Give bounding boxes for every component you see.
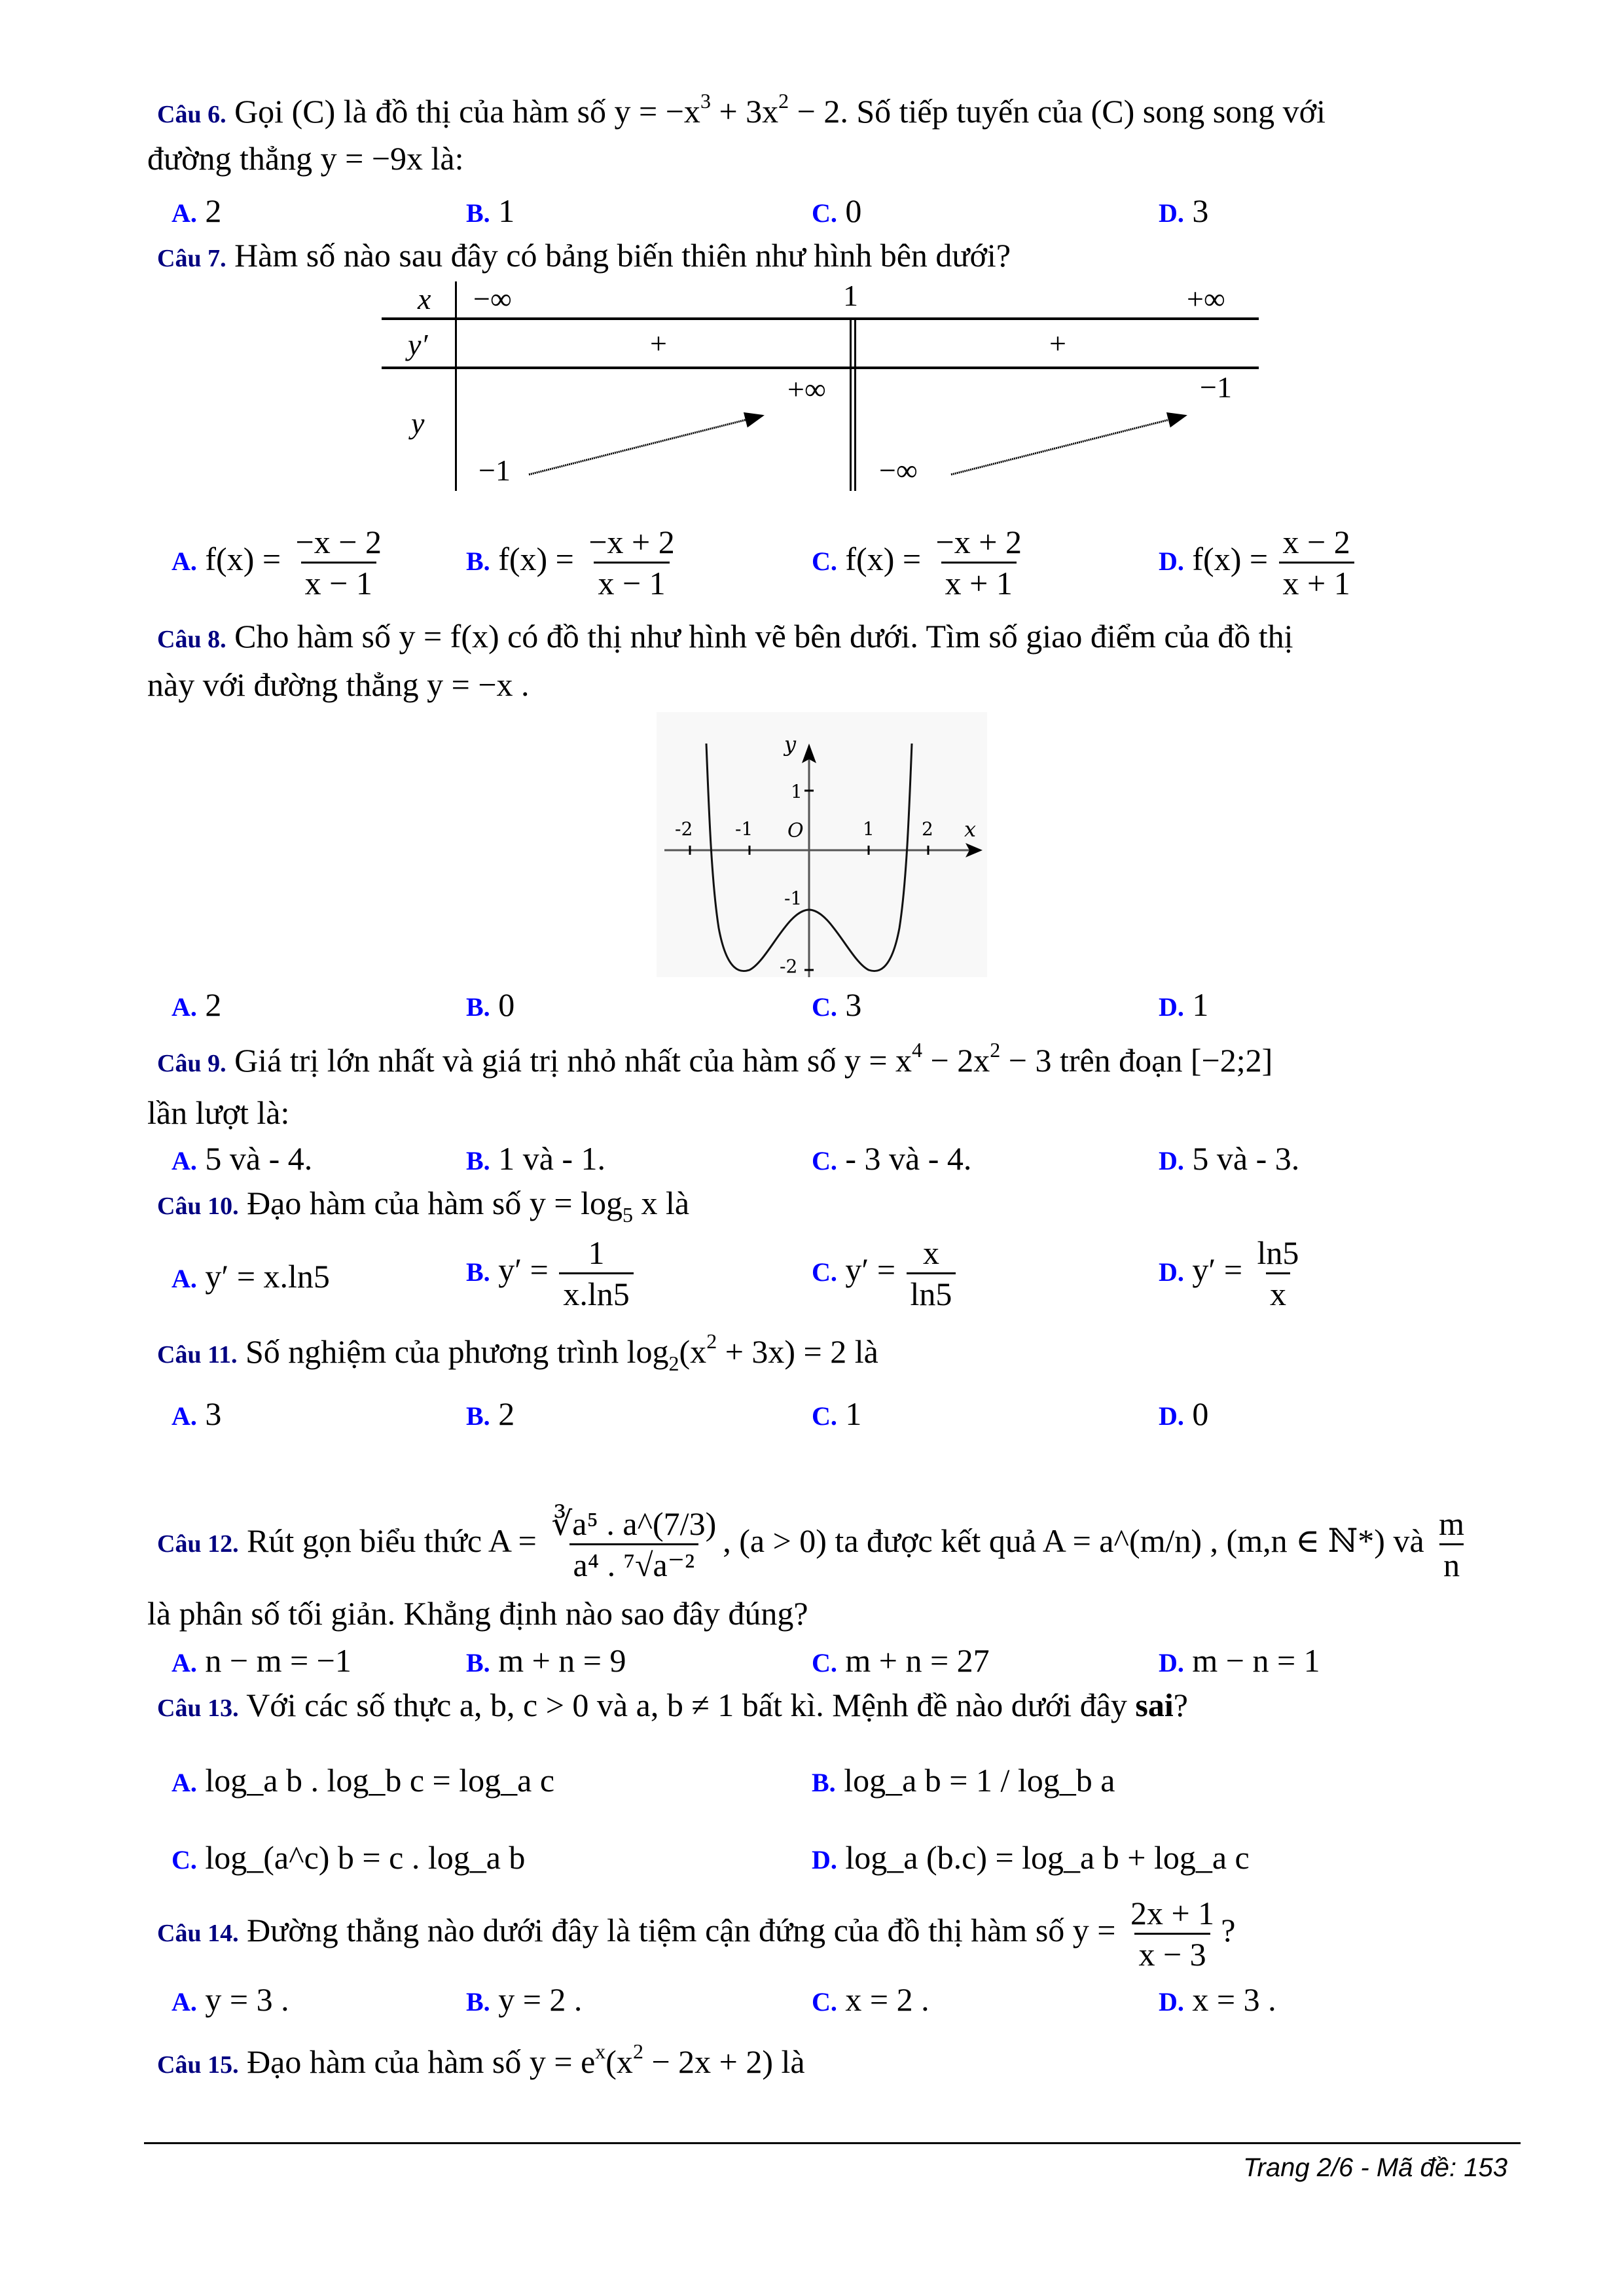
numerator: −x − 2 (295, 524, 382, 560)
option-a[interactable] (171, 191, 221, 233)
question-label: Câu 7. (157, 245, 226, 272)
math: 2 (990, 1038, 1001, 1062)
option-value: 2 (205, 986, 222, 1023)
y-axis-label: y (784, 732, 797, 757)
question-text: . Số tiếp tuyến của (C) song song với (840, 93, 1326, 130)
question-14 (157, 1895, 1235, 1973)
option-b[interactable] (466, 1641, 626, 1683)
option-value: 1 và - 1. (498, 1140, 606, 1177)
y-tick: 1 (791, 781, 803, 802)
math: y = −x (614, 93, 700, 130)
question-label: Câu 14. (157, 1919, 239, 1947)
option-label: B. (466, 546, 490, 576)
question-text: Giá trị lớn nhất và giá trị nhỏ nhất của hàm số y = x (234, 1042, 912, 1079)
option-value: log_a b . log_b c = log_a c (205, 1762, 555, 1799)
fraction (1435, 1505, 1468, 1583)
math: (x (605, 2043, 633, 2080)
option-b[interactable] (812, 1761, 1115, 1803)
y-value: +∞ (787, 372, 826, 406)
question-text: Đạo hàm của hàm số y = log (247, 1185, 623, 1221)
denominator: x + 1 (941, 562, 1017, 601)
option-value: 3 (1192, 192, 1209, 229)
math: 3 (700, 89, 711, 113)
x-tick: -1 (735, 818, 753, 840)
option-c[interactable] (812, 1234, 958, 1312)
question-label: Câu 12. (157, 1530, 239, 1558)
x-value: −∞ (473, 282, 512, 315)
option-label: B. (466, 1987, 490, 2017)
option-d[interactable] (1159, 1980, 1276, 2022)
sign: + (650, 327, 667, 360)
option-value: - 3 và - 4. (845, 1140, 972, 1177)
denominator: n (1439, 1543, 1464, 1583)
option-label: C. (812, 546, 837, 576)
numerator: −x + 2 (935, 524, 1022, 560)
option-c[interactable] (812, 1139, 971, 1181)
option-a[interactable] (171, 1394, 221, 1436)
option-d[interactable] (1159, 1139, 1299, 1181)
numerator: x (922, 1234, 939, 1271)
question-13 (157, 1685, 1188, 1728)
option-value: 3 (205, 1395, 222, 1432)
question-15 (157, 2039, 805, 2085)
math: 5 (622, 1203, 633, 1227)
y-value: −1 (478, 454, 511, 487)
option-a[interactable] (171, 1761, 554, 1803)
option-label: D. (1159, 546, 1184, 576)
denominator: x − 1 (301, 562, 376, 601)
option-value: n − m = −1 (205, 1642, 352, 1679)
option-label: D. (1159, 992, 1184, 1022)
option-c[interactable] (812, 1980, 929, 2022)
option-label: C. (812, 992, 837, 1022)
option-d[interactable] (1159, 524, 1357, 601)
option-label: A. (171, 992, 197, 1022)
denominator: x − 1 (594, 562, 669, 601)
option-d[interactable] (1159, 1234, 1305, 1312)
option-d[interactable] (1159, 985, 1208, 1027)
option-label: A. (171, 1146, 197, 1175)
y-tick: -1 (784, 888, 803, 909)
math: y′ = (498, 1251, 549, 1288)
question-label: Câu 15. (157, 2051, 239, 2079)
question-text: , (a > 0) ta được kết quả A = a^(m/n) , (m,n ∈ ℕ*) và (723, 1522, 1424, 1559)
question-label: Câu 13. (157, 1695, 239, 1722)
option-b[interactable] (466, 1394, 514, 1436)
option-c[interactable] (812, 524, 1028, 601)
option-a[interactable] (171, 1641, 352, 1683)
page-footer: Trang 2/6 - Mã đề: 153 (1243, 2153, 1507, 2182)
option-b[interactable] (466, 1139, 605, 1181)
question-text: Hàm số nào sau đây có bảng biến thiên như hình bên dưới? (234, 237, 1011, 274)
fraction (585, 524, 678, 601)
option-b[interactable] (466, 191, 514, 233)
numerator: ln5 (1257, 1234, 1299, 1271)
option-label: B. (466, 1648, 490, 1677)
option-label: D. (1159, 1401, 1184, 1431)
option-c[interactable] (812, 191, 861, 233)
option-b[interactable] (466, 1980, 582, 2022)
question-label: Câu 8. (157, 626, 226, 653)
denominator: x + 1 (1279, 562, 1354, 601)
option-b[interactable] (466, 985, 514, 1027)
fraction (547, 1505, 720, 1583)
question-6-line2: đường thẳng y = −9x là: (147, 140, 464, 177)
option-label: C. (171, 1845, 197, 1874)
fraction (1127, 1895, 1218, 1973)
option-value: log_(a^c) b = c . log_a b (205, 1839, 526, 1876)
option-c[interactable] (171, 1838, 525, 1880)
fraction (1279, 524, 1354, 601)
arrow-icon (382, 281, 1259, 491)
question-label: Câu 11. (157, 1341, 238, 1369)
option-value: m + n = 27 (845, 1642, 990, 1679)
question-label: Câu 9. (157, 1050, 226, 1077)
question-9-line2: lần lượt là: (147, 1094, 290, 1131)
question-text: Đạo hàm của hàm số y = e (247, 2043, 596, 2080)
option-d[interactable] (1159, 191, 1208, 233)
option-value: 1 (498, 192, 515, 229)
option-d[interactable] (812, 1838, 1250, 1880)
option-label: D. (812, 1845, 837, 1874)
option-c[interactable] (812, 1641, 990, 1683)
y-value: −∞ (879, 454, 918, 487)
option-value: 0 (498, 986, 515, 1023)
fraction (932, 524, 1026, 601)
option-label: A. (171, 1264, 197, 1293)
question-text: + 3x) = 2 là (717, 1333, 878, 1370)
option-label: A. (171, 1401, 197, 1431)
origin-label: O (787, 819, 804, 842)
numerator: 1 (588, 1234, 605, 1271)
math: y′ = (1192, 1251, 1243, 1288)
math: 2 (668, 1352, 679, 1375)
option-value: log_a b = 1 / log_b a (844, 1762, 1115, 1799)
sign: + (1049, 327, 1066, 360)
question-label: Câu 6. (157, 101, 226, 128)
math: (x (679, 1333, 707, 1370)
option-label: C. (812, 1257, 837, 1287)
option-label: B. (812, 1768, 836, 1797)
function-graph (657, 712, 987, 977)
option-d[interactable] (1159, 1641, 1320, 1683)
denominator: a⁴ . ⁷√a⁻² (569, 1543, 699, 1583)
row-label-y: y (411, 406, 425, 440)
numerator: ∛a⁵ . a^(7/3) (551, 1505, 717, 1542)
option-label: A. (171, 198, 197, 228)
x-tick: -2 (675, 818, 693, 840)
option-value: 3 (845, 986, 862, 1023)
denominator: x.ln5 (559, 1272, 633, 1312)
numerator: m (1439, 1505, 1465, 1542)
math: f(x) = (205, 540, 281, 577)
option-label: D. (1159, 1648, 1184, 1677)
option-label: A. (171, 1648, 197, 1677)
row-label-yprime: y′ (408, 328, 428, 361)
question-6 (157, 89, 1326, 134)
option-value: y = 3 . (205, 1981, 289, 2018)
option-label: C. (812, 1146, 837, 1175)
option-value: 5 và - 3. (1192, 1140, 1300, 1177)
question-12-line2: là phân số tối giản. Khẳng định nào sao đây đúng? (147, 1595, 808, 1632)
fraction (559, 1234, 633, 1312)
question-text: ? (1173, 1687, 1188, 1723)
option-a[interactable] (171, 1257, 330, 1299)
question-10 (157, 1183, 689, 1226)
variation-table (382, 281, 1259, 491)
option-value: x = 2 . (845, 1981, 929, 2018)
option-label: B. (466, 1401, 490, 1431)
denominator: x − 3 (1134, 1933, 1210, 1973)
question-text: Với các số thực a, b, c > 0 và a, b ≠ 1 bất kì. Mệnh đề nào dưới đây (246, 1687, 1136, 1723)
question-text: Cho hàm số y = f(x) có đồ thị như hình vẽ bên dưới. Tìm số giao điểm của đồ thị (234, 618, 1293, 655)
option-value: 2 (205, 192, 222, 229)
option-value: 1 (1192, 986, 1209, 1023)
math: f(x) = (498, 540, 574, 577)
option-value: 5 và - 4. (205, 1140, 313, 1177)
math: f(x) = (1192, 540, 1269, 577)
option-label: C. (812, 1987, 837, 2017)
x-axis-label: x (964, 817, 977, 842)
question-9 (157, 1038, 1273, 1083)
math: 2 (706, 1329, 717, 1353)
math: + 3x (710, 93, 779, 130)
footer-rule (144, 2142, 1521, 2144)
question-text: − 2x + 2) là (643, 2043, 805, 2080)
question-text: Rút gọn biểu thức A = (247, 1522, 537, 1559)
question-8-line2: này với đường thẳng y = −x . (147, 666, 530, 703)
option-label: D. (1159, 1987, 1184, 2017)
option-value: y = 2 . (498, 1981, 583, 2018)
denominator: x (1266, 1272, 1290, 1312)
numerator: −x + 2 (588, 524, 675, 560)
option-c[interactable] (812, 1394, 861, 1436)
y-value: −1 (1200, 370, 1232, 404)
question-11 (157, 1329, 878, 1375)
option-value: m + n = 9 (498, 1642, 626, 1679)
x-tick: 2 (922, 818, 933, 840)
numerator: x − 2 (1282, 524, 1350, 560)
math: 2 (778, 89, 789, 113)
option-value: 1 (845, 1395, 862, 1432)
math: 4 (912, 1038, 923, 1062)
option-value: 0 (1192, 1395, 1209, 1432)
numerator: 2x + 1 (1130, 1895, 1215, 1931)
row-label-x: x (418, 282, 431, 315)
option-b[interactable] (466, 524, 681, 601)
option-label: D. (1159, 198, 1184, 228)
option-value: 2 (498, 1395, 515, 1432)
option-label: A. (171, 1768, 197, 1797)
option-label: A. (171, 1987, 197, 2017)
question-7 (157, 236, 1011, 278)
option-b[interactable] (466, 1234, 636, 1312)
question-text: Gọi (C) là đồ thị của hàm số (234, 93, 615, 130)
option-label: C. (812, 1401, 837, 1431)
denominator: ln5 (907, 1272, 956, 1312)
math: y′ = (845, 1251, 896, 1288)
option-a[interactable] (171, 524, 388, 601)
question-text: Đường thẳng nào dưới đây là tiệm cận đứng của đồ thị hàm số y = (247, 1911, 1116, 1948)
option-a[interactable] (171, 1139, 312, 1181)
option-a[interactable] (171, 985, 221, 1027)
option-value: m − n = 1 (1192, 1642, 1320, 1679)
option-value: x = 3 . (1192, 1981, 1276, 2018)
graph-plot (657, 712, 987, 977)
option-label: B. (466, 1257, 490, 1287)
fraction (1254, 1234, 1303, 1312)
math: f(x) = (845, 540, 922, 577)
y-tick: -2 (780, 956, 798, 977)
x-value: 1 (843, 279, 858, 312)
question-8 (157, 617, 1293, 659)
math: − 2x (922, 1042, 990, 1079)
question-text: x là (632, 1185, 690, 1221)
question-text: − 3 trên đoạn [−2;2] (1000, 1042, 1273, 1079)
question-12 (157, 1505, 1471, 1583)
fraction (292, 524, 386, 601)
option-label: C. (812, 1648, 837, 1677)
option-a[interactable] (171, 1980, 289, 2022)
option-label: D. (1159, 1146, 1184, 1175)
x-tick: 1 (863, 818, 875, 840)
option-label: C. (812, 198, 837, 228)
question-label: Câu 10. (157, 1193, 239, 1220)
option-value: log_a (b.c) = log_a b + log_a c (845, 1839, 1250, 1876)
option-label: A. (171, 546, 197, 576)
option-label: D. (1159, 1257, 1184, 1287)
question-text: ? (1221, 1911, 1236, 1948)
question-text: Số nghiệm của phương trình log (245, 1333, 669, 1370)
option-label: B. (466, 992, 490, 1022)
math: x (595, 2039, 606, 2063)
option-label: B. (466, 198, 490, 228)
math: − 2 (789, 93, 840, 130)
emphasis: sai (1135, 1687, 1174, 1723)
option-value: 0 (845, 192, 862, 229)
math: 2 (632, 2039, 643, 2063)
option-label: B. (466, 1146, 490, 1175)
option-value: y′ = x.ln5 (205, 1258, 330, 1295)
option-d[interactable] (1159, 1394, 1208, 1436)
option-c[interactable] (812, 985, 861, 1027)
x-value: +∞ (1187, 282, 1225, 315)
fraction (907, 1234, 956, 1312)
